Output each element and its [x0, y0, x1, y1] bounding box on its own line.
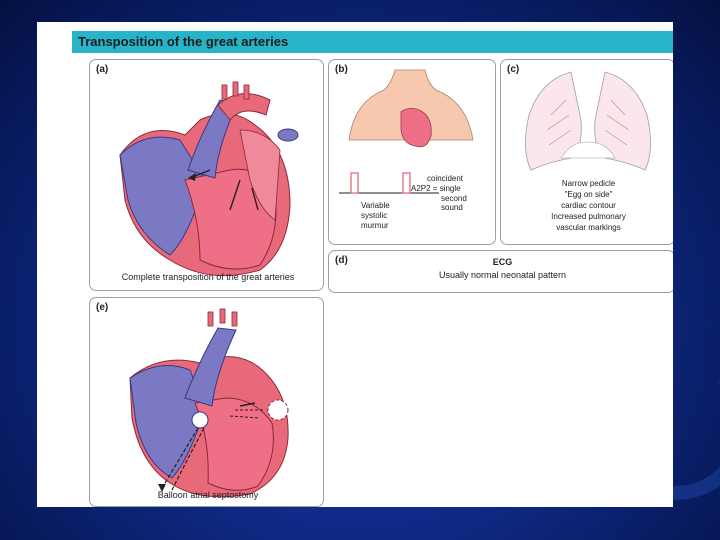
- panel-c: [500, 59, 673, 245]
- heart-sound-s2-bar: [403, 173, 410, 193]
- panel-a-caption: Complete transposition of the great arteries: [121, 272, 295, 282]
- panel-a: [89, 59, 324, 291]
- label-a2p2: A2P2 = single: [411, 184, 461, 193]
- figure-title-bar: [72, 31, 673, 53]
- chest-phonocardiogram: [329, 60, 496, 245]
- figure: [37, 22, 673, 507]
- panel-e-label: (e): [96, 302, 109, 313]
- panel-b-label: (b): [335, 64, 348, 75]
- balloon-circle: [192, 412, 208, 428]
- label-murmur-2: systolic: [361, 211, 388, 220]
- panel-d-label: (d): [335, 255, 348, 266]
- figure-title: Transposition of the great arteries: [78, 34, 289, 49]
- xray-note-3: cardiac contour: [561, 201, 616, 210]
- panel-d: [328, 250, 673, 293]
- label-second: second: [441, 194, 467, 203]
- septostomy-defect-circle: [268, 400, 288, 420]
- label-murmur-1: Variable: [361, 201, 390, 210]
- panel-e: [89, 297, 324, 507]
- heart-diagram-a: [90, 60, 324, 291]
- ecg-title: ECG: [492, 257, 513, 267]
- heart-diagram-e: [90, 298, 324, 507]
- xray-note-1: Narrow pedicle: [561, 179, 616, 188]
- panel-c-label: (c): [507, 64, 520, 75]
- label-sound: sound: [441, 203, 463, 212]
- panel-b: [328, 59, 496, 245]
- ecg-text: Usually normal neonatal pattern: [438, 270, 567, 280]
- label-coincident: coincident: [427, 174, 464, 183]
- xray-note-5: vascular markings: [556, 223, 621, 232]
- xray-note-4: Increased pulmonary: [551, 212, 626, 221]
- heart-sound-s1-bar: [351, 173, 358, 193]
- label-murmur-3: murmur: [361, 221, 389, 230]
- xray-note-2: "Egg on side": [564, 190, 613, 199]
- panel-e-caption: Balloon atrial septostomy: [157, 490, 259, 500]
- panel-a-label: (a): [96, 64, 109, 75]
